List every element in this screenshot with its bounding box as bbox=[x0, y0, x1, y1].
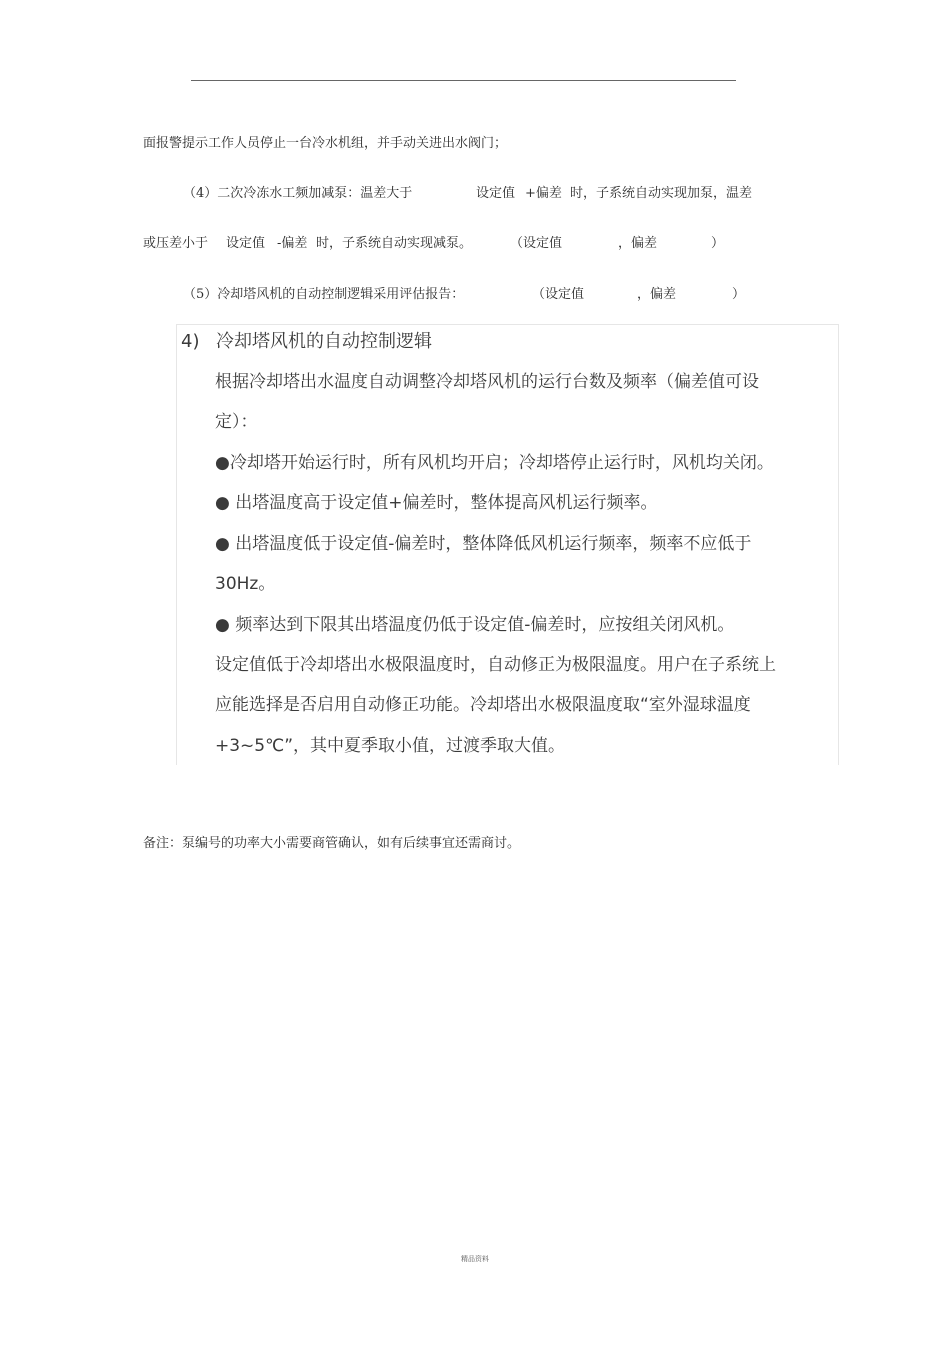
continuation-text: 面报警提示工作人员停止一台冷水机组，并手动关进出水阀门； bbox=[143, 136, 508, 151]
item-4-cont-c: -偏差 bbox=[277, 236, 308, 251]
excerpt-bullet-1: ●冷却塔开始运行时，所有风机均开启；冷却塔停止运行时，风机均关闭。 bbox=[215, 453, 774, 473]
item-4-text-a: （4）二次冷冻水工频加减泵：温差大于 bbox=[183, 186, 413, 201]
item-4-cont-g: ） bbox=[711, 236, 725, 251]
header-rule bbox=[191, 80, 736, 81]
item-4-cont-a: 或压差小于 bbox=[143, 236, 209, 251]
excerpt-paragraph-line-3: +3~5℃”，其中夏季取小值，过渡季取大值。 bbox=[215, 736, 566, 756]
excerpt-bullet-4: ● 频率达到下限其出塔温度仍低于设定值-偏差时，应按组关闭风机。 bbox=[215, 615, 735, 635]
item-5-text-c: ，偏差 bbox=[637, 287, 677, 302]
item-4-text-b: 设定值 bbox=[476, 186, 516, 201]
item-4-text-d: 时，子系统自动实现加泵，温差 bbox=[570, 186, 753, 201]
item-4-cont-f: ，偏差 bbox=[618, 236, 658, 251]
excerpt-intro-line-1: 根据冷却塔出水温度自动调整冷却塔风机的运行台数及频率（偏差值可设 bbox=[215, 372, 759, 392]
note-text: 备注：泵编号的功率大小需要商管确认，如有后续事宜还需商讨。 bbox=[143, 836, 521, 851]
excerpt-number: 4) bbox=[181, 331, 200, 352]
item-4-text-c: +偏差 bbox=[525, 186, 562, 201]
item-4-cont-d: 时，子系统自动实现减泵。 bbox=[316, 236, 473, 251]
excerpt-bullet-3-line-1: ● 出塔温度低于设定值-偏差时，整体降低风机运行频率，频率不应低于 bbox=[215, 534, 752, 554]
excerpt-paragraph-line-1: 设定值低于冷却塔出水极限温度时，自动修正为极限温度。用户在子系统上 bbox=[215, 655, 776, 675]
item-5-text-a: （5）冷却塔风机的自动控制逻辑采用评估报告： bbox=[183, 287, 465, 302]
item-4-line bbox=[0, 186, 950, 202]
excerpt-title: 冷却塔风机的自动控制逻辑 bbox=[216, 331, 432, 352]
page-footer: 精品资料 bbox=[461, 1255, 489, 1263]
embedded-excerpt bbox=[176, 324, 839, 765]
item-4-continuation bbox=[0, 236, 950, 252]
item-4-cont-b: 设定值 bbox=[226, 236, 266, 251]
excerpt-intro-line-2: 定）： bbox=[215, 412, 258, 432]
excerpt-paragraph-line-2: 应能选择是否启用自动修正功能。冷却塔出水极限温度取“室外湿球温度 bbox=[215, 695, 751, 715]
item-5-line bbox=[0, 287, 950, 303]
item-4-cont-e: （设定值 bbox=[510, 236, 563, 251]
excerpt-bullet-2: ● 出塔温度高于设定值+偏差时，整体提高风机运行频率。 bbox=[215, 493, 658, 513]
excerpt-bullet-3-line-2: 30Hz。 bbox=[215, 574, 276, 594]
item-5-text-b: （设定值 bbox=[532, 287, 585, 302]
item-5-text-d: ） bbox=[732, 287, 746, 302]
